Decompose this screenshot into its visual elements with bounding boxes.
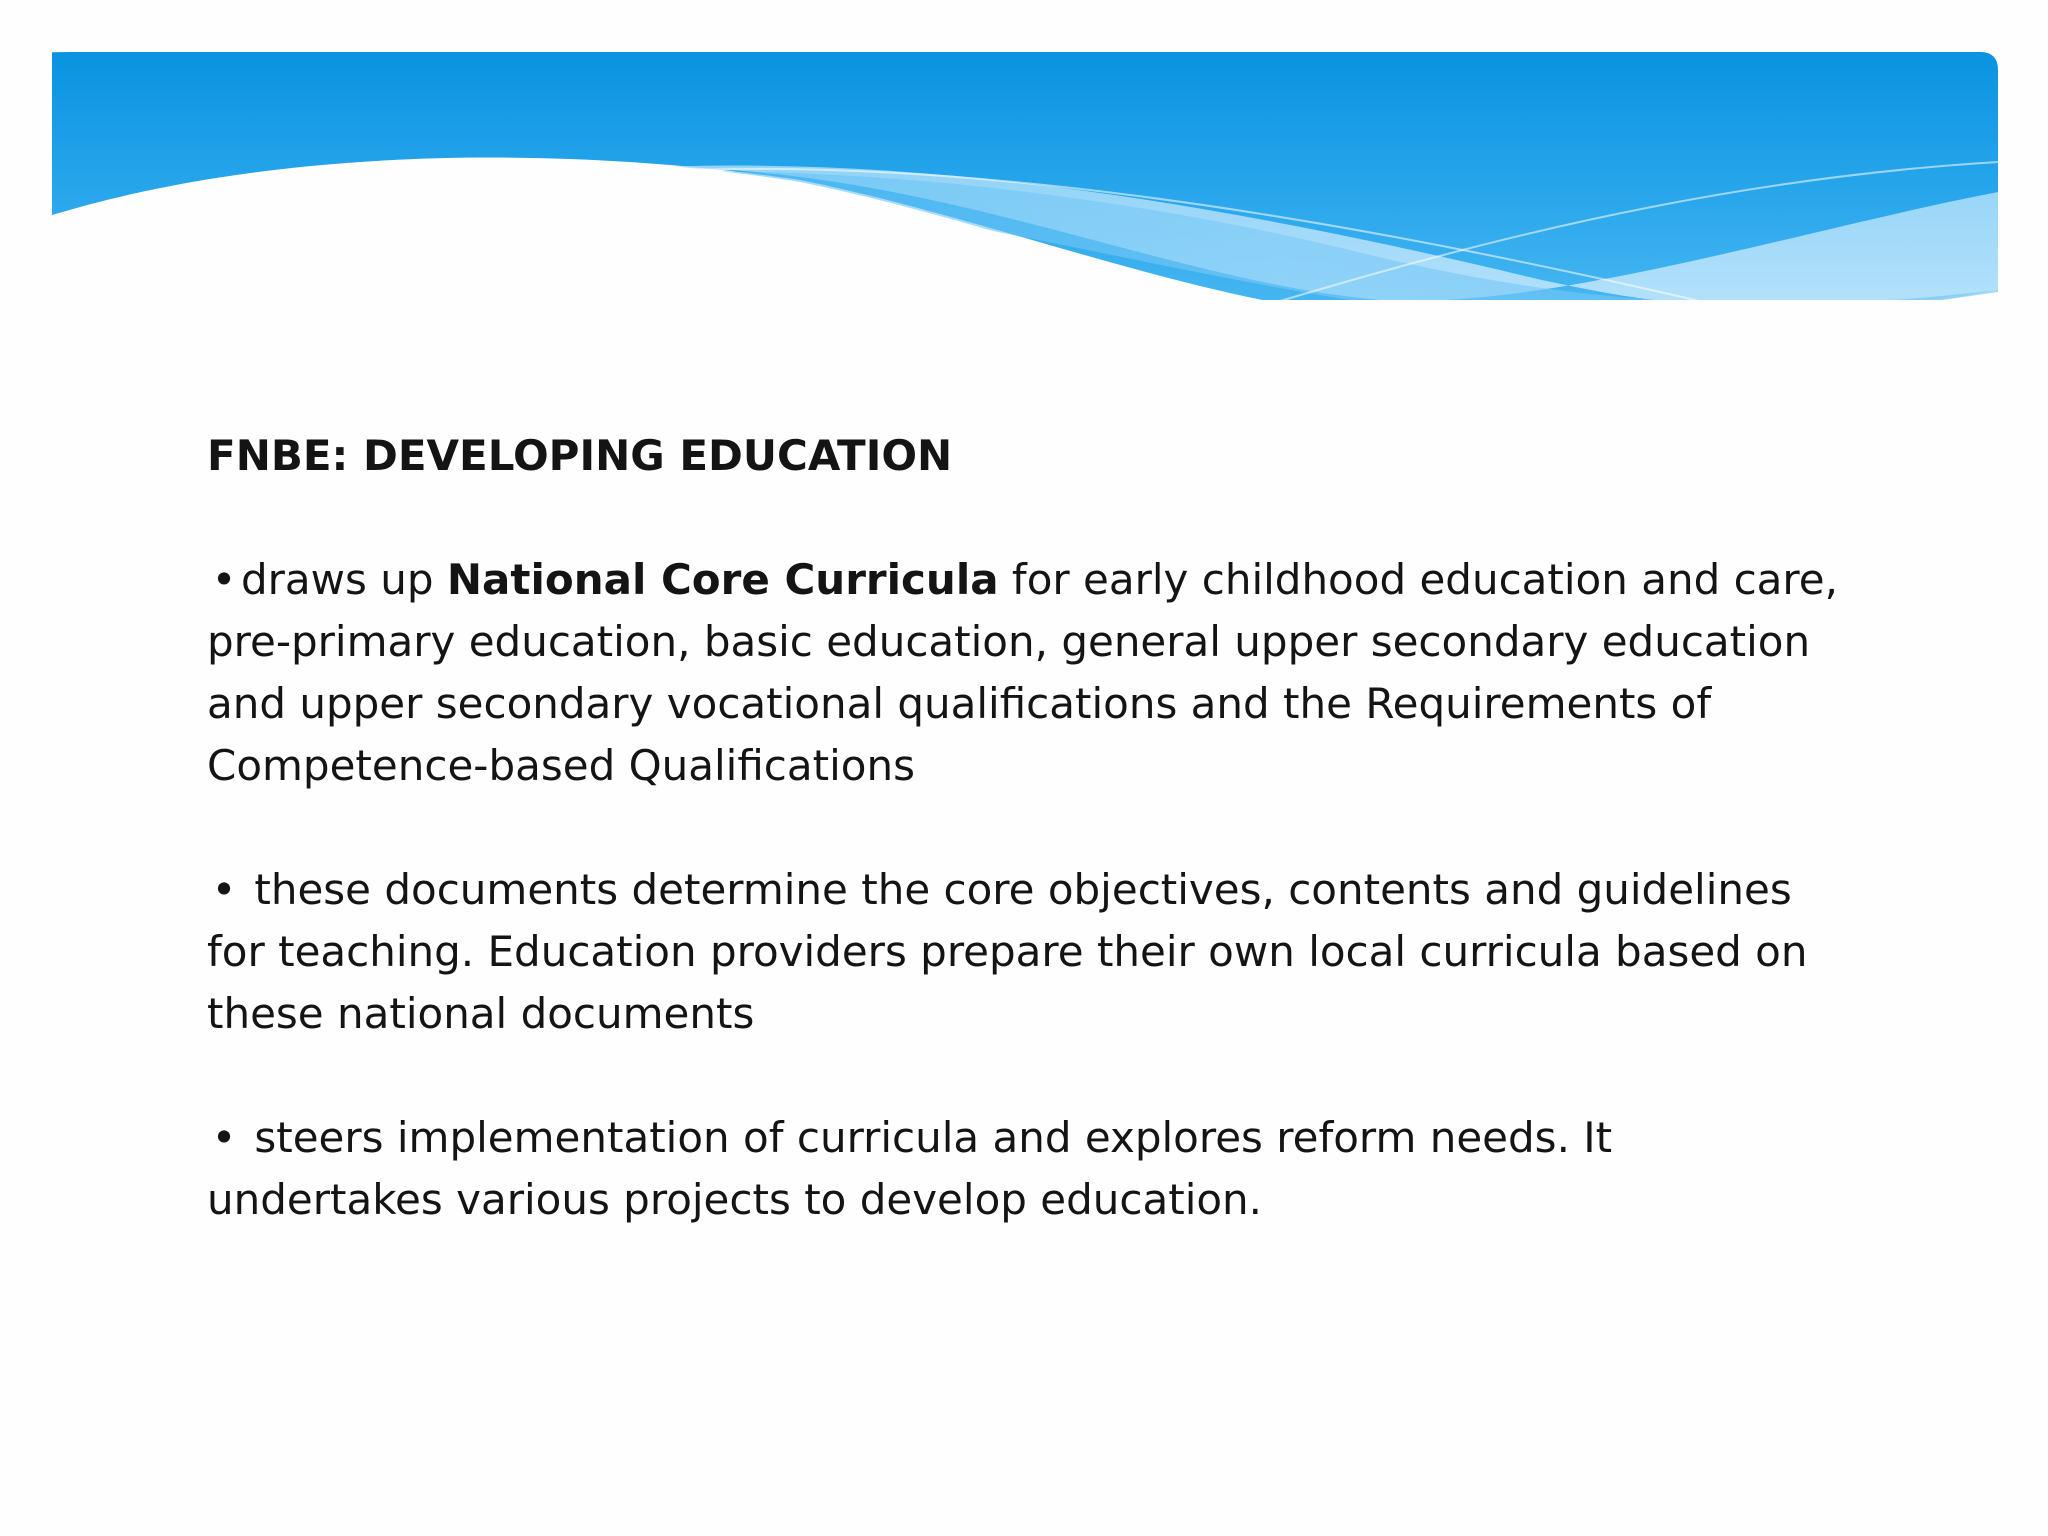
bullet-icon: • [211, 1113, 237, 1162]
bullet-text: steers implementation of curricula and explores reform needs. It undertakes various projects to develop education. [207, 1113, 1613, 1224]
bullet-documents-determine [207, 859, 1847, 1045]
bullet-national-core-curricula [207, 549, 1847, 797]
bullet-icon: • [211, 865, 237, 914]
bullet-text: these documents determine the core objectives, contents and guidelines for teaching. Education providers prepare their own local curricula based on these national documents [207, 865, 1808, 1038]
bullet-emphasis: National Core Curricula [446, 555, 999, 604]
bullet-prefix: draws up [241, 555, 447, 604]
bullet-text: for early childhood education and care, pre-primary education, basic education, general upper secondary education and upper secondary vocational qualifications and the Requirements of Competence-based Qualifications [207, 555, 1838, 790]
slide-title: FNBE: DEVELOPING EDUCATION [207, 431, 953, 480]
slide-body [207, 425, 1847, 1293]
header-wave-banner [0, 0, 2048, 380]
bullet-icon: • [211, 555, 237, 604]
bullet-steers-implementation [207, 1107, 1847, 1231]
